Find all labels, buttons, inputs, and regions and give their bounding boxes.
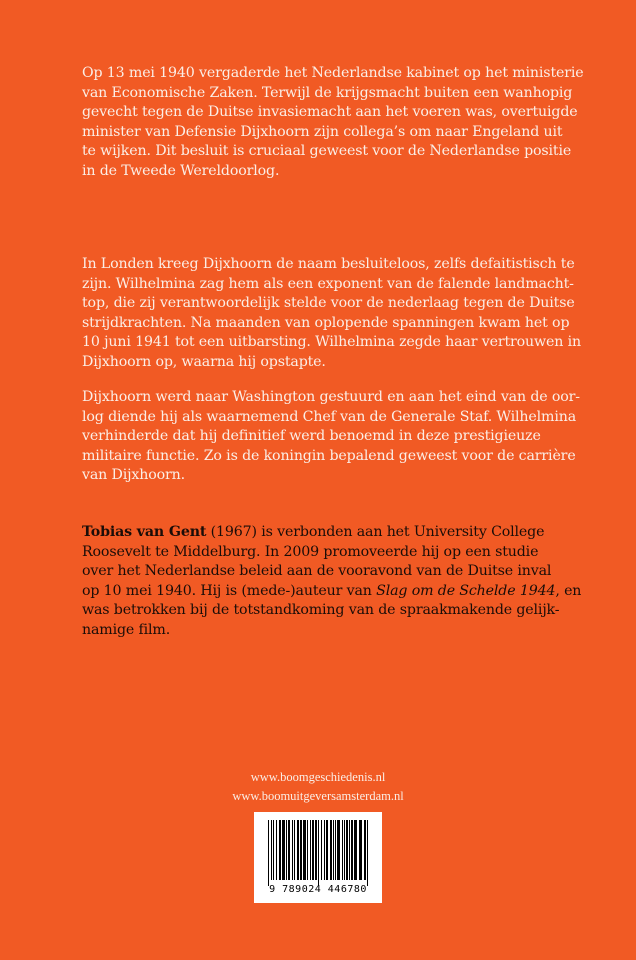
text-line: in de Tweede Wereldoorlog. bbox=[82, 162, 280, 179]
barcode-bar bbox=[312, 820, 314, 880]
isbn-barcode bbox=[254, 812, 382, 903]
barcode-bar bbox=[333, 820, 334, 880]
text-line: namige film. bbox=[82, 621, 171, 638]
barcode-bar bbox=[326, 820, 328, 880]
text-line: 10 juni 1941 tot een uitbarsting. Wilhelmina zegde haar vertrouwen in bbox=[82, 334, 581, 351]
text-line: van Dijxhoorn. bbox=[82, 467, 185, 484]
text-line: minister van Defensie Dijxhoorn zijn collega’s om naar Engeland uit bbox=[82, 123, 563, 140]
barcode-bar bbox=[300, 820, 302, 880]
barcode-bar bbox=[335, 820, 336, 880]
text-line: over het Nederlandse beleid aan de vooravond van de Duitse inval bbox=[82, 563, 552, 580]
barcode-bar bbox=[286, 820, 287, 880]
text-line: op 10 mei 1940. Hij is (mede-)auteur van bbox=[82, 582, 377, 599]
barcode-bar bbox=[303, 820, 306, 880]
barcode-bar bbox=[297, 820, 299, 880]
text-line: strijdkrachten. Na maanden van oplopende spanningen kwam het op bbox=[82, 314, 570, 331]
barcode-bar bbox=[342, 820, 343, 880]
text-line: van Economische Zaken. Terwijl de krijgsmacht buiten een wanhopig bbox=[82, 84, 573, 101]
publisher-urls bbox=[0, 768, 636, 806]
barcode-bar bbox=[364, 820, 366, 880]
text-line: Op 13 mei 1940 vergaderde het Nederlandse kabinet op het ministerie bbox=[82, 65, 584, 81]
text-line: zijn. Wilhelmina zag hem als een exponent van de falende landmacht- bbox=[82, 275, 574, 292]
paragraph-1 bbox=[82, 64, 612, 182]
barcode-bars bbox=[268, 820, 370, 886]
text-line: militaire functie. Zo is de koningin bepalend geweest voor de carrière bbox=[82, 447, 576, 464]
barcode-bar bbox=[354, 820, 357, 880]
barcode-bar bbox=[279, 820, 281, 880]
barcode-bar bbox=[276, 820, 277, 880]
barcode-bar bbox=[292, 820, 293, 880]
barcode-bar bbox=[337, 820, 340, 880]
url-link[interactable]: www.boomgeschiedenis.nl bbox=[250, 770, 386, 784]
barcode-bar bbox=[359, 820, 362, 880]
barcode-bar bbox=[318, 820, 319, 886]
text-line: was betrokken bij de totstandkoming van de spraakmakende gelijk- bbox=[82, 602, 560, 619]
barcode-bar bbox=[321, 820, 322, 880]
text-line: gevecht tegen de Duitse invasiemacht aan het voeren was, overtuigde bbox=[82, 104, 578, 121]
barcode-bar bbox=[351, 820, 353, 880]
text-line: te wijken. Dit besluit is cruciaal geweest voor de Nederlandse positie bbox=[82, 143, 572, 160]
text-line: , en bbox=[555, 582, 582, 599]
paragraph-3 bbox=[82, 388, 612, 486]
url-link[interactable]: www.boomuitgeversamsterdam.nl bbox=[232, 789, 404, 803]
barcode-bar bbox=[349, 820, 350, 880]
barcode-bar bbox=[367, 820, 368, 886]
barcode-bar bbox=[330, 820, 332, 880]
author-name: Tobias van Gent bbox=[82, 524, 207, 540]
author-bio bbox=[82, 523, 612, 641]
barcode-bar bbox=[288, 820, 290, 880]
barcode-bar bbox=[271, 820, 272, 880]
barcode-bar bbox=[324, 820, 325, 880]
text-line: top, die zij verantwoordelijk stelde voor de nederlaag tegen de Duitse bbox=[82, 295, 575, 312]
text-line: verhinderde dat hij definitief werd benoemd in deze prestigieuze bbox=[82, 428, 541, 445]
barcode-bar bbox=[315, 820, 317, 880]
barcode-bar bbox=[294, 820, 295, 880]
barcode-bar bbox=[346, 820, 348, 880]
barcode-bar bbox=[273, 820, 274, 880]
barcode-bar bbox=[344, 820, 345, 880]
text-line: Roosevelt te Middelburg. In 2009 promoveerde hij op een studie bbox=[82, 543, 539, 560]
text-line: log diende hij als waarnemend Chef van de Generale Staf. Wilhelmina bbox=[82, 408, 577, 425]
barcode-bar bbox=[268, 820, 269, 886]
text-line: Dijxhoorn werd naar Washington gestuurd en aan het eind van de oor- bbox=[82, 389, 580, 405]
text-line: Dijxhoorn op, waarna hij opstapte. bbox=[82, 353, 326, 370]
book-title: Slag om de Schelde 1944 bbox=[376, 582, 556, 599]
isbn-number: 9 789024 446780 bbox=[269, 884, 367, 895]
barcode-bar bbox=[310, 820, 311, 880]
barcode-bar bbox=[307, 820, 308, 880]
barcode-bar bbox=[282, 820, 285, 880]
text-line: (1967) is verbonden aan het University College bbox=[206, 524, 545, 540]
paragraph-2 bbox=[82, 255, 612, 373]
text-line: In Londen kreeg Dijxhoorn de naam besluiteloos, zelfs defaitistisch te bbox=[82, 256, 575, 272]
